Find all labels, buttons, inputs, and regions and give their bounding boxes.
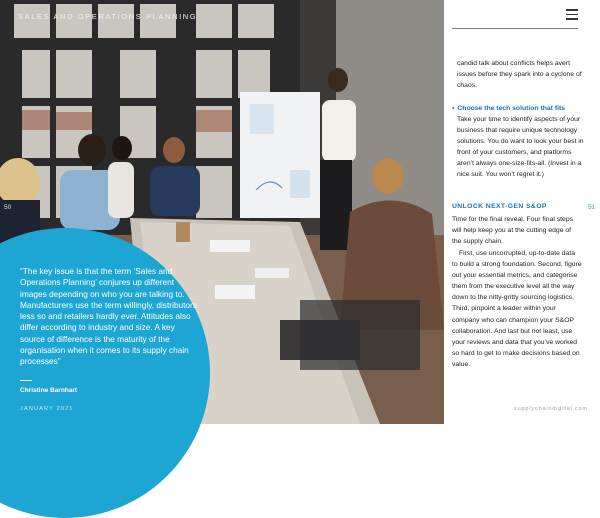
- pull-quote: “The key issue is that the term ‘Sales and Operations Planning’ conjures up different images depending on who you are talking to. Manufacturers use the term willingly, distributors less so and retailers hardly ever. Attitudes also differ according to industry and size. A key source of difference is the maturity of the organisation when it comes to its supply chain processes”: [20, 266, 197, 367]
- bullet-heading-text: Choose the tech solution that fits: [457, 105, 566, 112]
- quote-divider: [20, 380, 32, 381]
- bullet-heading: [452, 103, 582, 114]
- paragraph-tech-text: Take your time to identify aspects of your business that require unique technology solutions. You do want to look your best in front of your customers, and platforms aren’t always one-size-fits-all. (Invest in a nice suit. You won’t regret it.): [457, 116, 584, 179]
- footer-date: JANUARY 2021: [20, 406, 74, 412]
- quote-author: Christine Barnhart: [20, 387, 78, 394]
- page-number-left: 50: [4, 204, 12, 211]
- section-heading-unlock: UNLOCK NEXT-GEN S&OP: [452, 203, 547, 210]
- bullet-icon: •: [452, 105, 455, 112]
- paragraph-final-round: [452, 214, 582, 247]
- paragraph-candid-text: candid talk about conflicts helps avert issues before they spark into a cyclone of chaos.: [457, 60, 582, 90]
- paragraph-final-round-text: Time for the final reveal. Four final steps will help keep you at the cutting edge of the supply chain.: [452, 216, 574, 246]
- header-divider: [452, 28, 578, 29]
- page-number-right: 51: [588, 204, 596, 211]
- running-head: SALES AND OPERATIONS PLANNING: [18, 12, 198, 21]
- paragraph-candid: [452, 58, 587, 91]
- paragraph-tech: [452, 114, 587, 181]
- paragraph-first-use-text: First, use uncorrupted, up-to-date data to build a strong foundation. Second, figure out your essential metrics, and categorise them from the executive level all the way down to the nitty-gritty sourcing logistics. Third, pinpoint a leader within your company who can champion your S&OP collaboration. And last but not least, use your reviews and data that you’ve worked so hard to get to make decisions based on value.: [452, 250, 582, 368]
- hamburger-menu-icon[interactable]: [566, 9, 578, 20]
- paragraph-first-use: [452, 248, 582, 370]
- footer-url[interactable]: supplychaindigital.com: [514, 406, 588, 412]
